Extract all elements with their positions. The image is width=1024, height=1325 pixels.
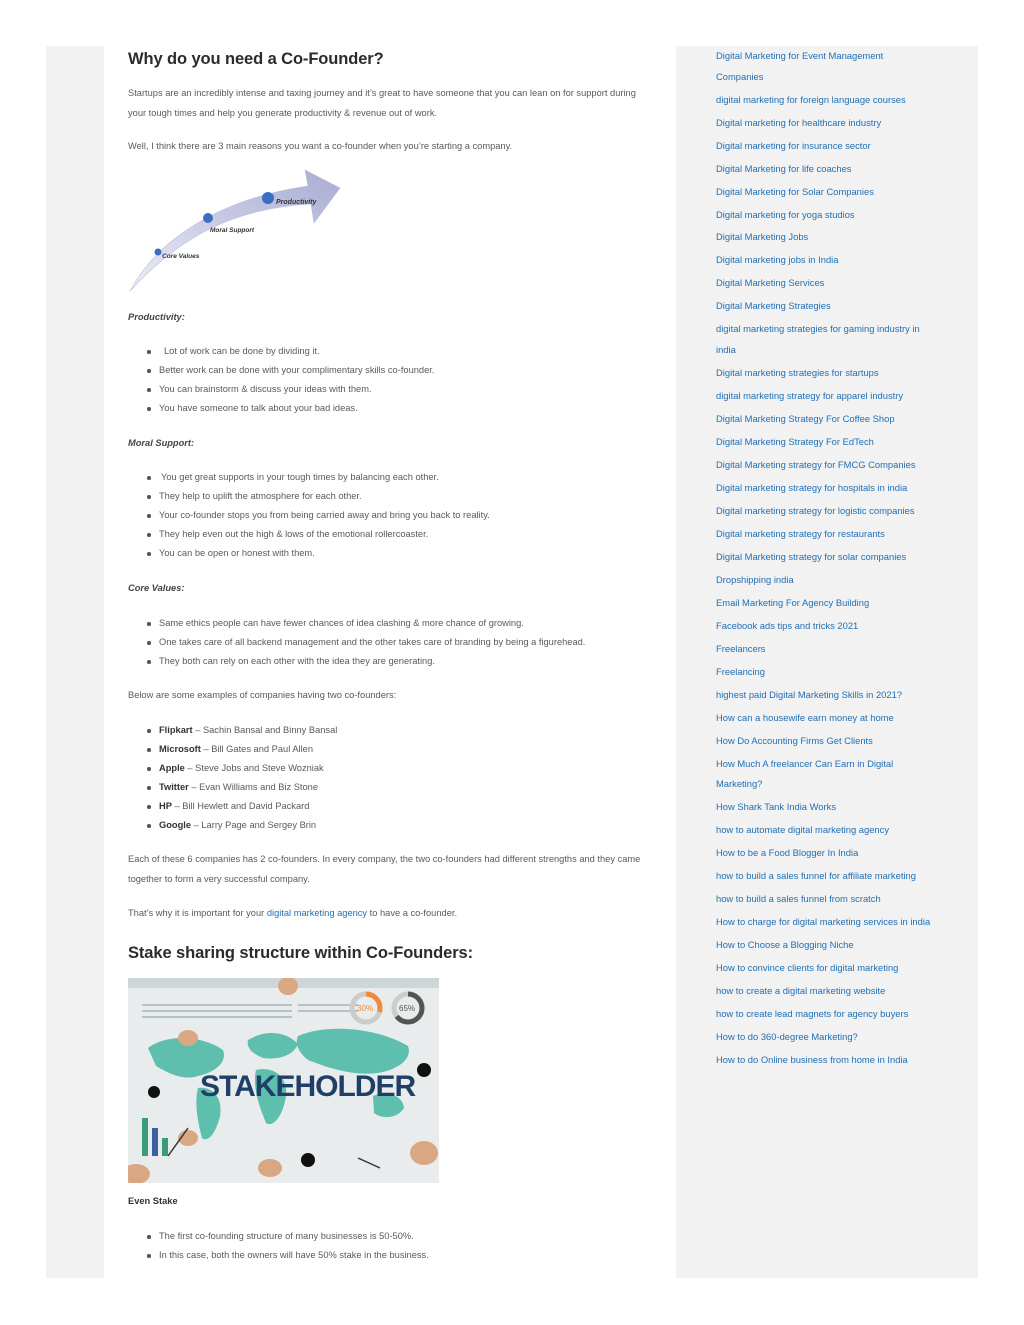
sidebar-link[interactable]: Digital Marketing strategy for solar companies	[716, 550, 907, 562]
list-item: The first co-founding structure of many businesses is 50-50%.	[128, 1227, 648, 1246]
sidebar-link-item	[716, 912, 931, 933]
sidebar-link-item	[716, 889, 931, 910]
sidebar-link-item	[716, 797, 931, 818]
company-founders: – Larry Page and Sergey Brin	[193, 820, 317, 830]
sidebar-link[interactable]: Digital marketing for insurance sector	[716, 139, 871, 151]
productivity-dot-icon	[262, 192, 274, 204]
arrow-label-core-values: Core Values	[162, 253, 200, 260]
sidebar-link[interactable]: Email Marketing For Agency Building	[716, 596, 870, 608]
sidebar-link[interactable]: digital marketing for foreign language courses	[716, 93, 906, 105]
sidebar-link-item	[716, 113, 931, 134]
sidebar-link[interactable]: Digital marketing jobs in India	[716, 254, 839, 266]
sidebar-link-item	[716, 866, 931, 887]
sidebar-link-item	[716, 273, 931, 294]
sidebar-link-item	[716, 616, 931, 637]
sidebar-link[interactable]: Digital Marketing for Solar Companies	[716, 185, 874, 197]
sidebar-link-item	[716, 227, 931, 248]
sidebar-link-item	[716, 363, 931, 384]
sidebar-link-item	[716, 501, 931, 522]
importance-paragraph	[128, 904, 648, 924]
sidebar-link[interactable]: highest paid Digital Marketing Skills in 2021?	[716, 688, 903, 700]
sidebar-link[interactable]: Digital Marketing Services	[716, 277, 825, 289]
moral-support-dot-icon	[203, 213, 213, 223]
sidebar-link[interactable]: Digital Marketing Strategy For EdTech	[716, 435, 874, 447]
sidebar-link[interactable]: Digital Marketing Jobs	[716, 231, 809, 243]
list-item	[128, 816, 648, 835]
list-item	[128, 721, 648, 740]
sidebar-link-item	[716, 593, 931, 614]
sidebar-link[interactable]: Digital marketing strategy for restaurants	[716, 527, 885, 539]
intro-paragraph: Startups are an incredibly intense and taxing journey and it’s great to have someone that you can lean on for support during your tough times and help you generate productivity & revenue out of work.	[128, 88, 636, 118]
sidebar-link-item	[716, 432, 931, 453]
list-item: Better work can be done with your complimentary skills co-founder.	[128, 361, 648, 380]
sidebar-link-item	[716, 205, 931, 226]
sidebar-link-item	[716, 547, 931, 568]
sidebar-link[interactable]: How Shark Tank India Works	[716, 801, 837, 813]
list-item	[128, 759, 648, 778]
sidebar-link[interactable]: Digital marketing for healthcare industry	[716, 116, 882, 128]
sidebar-link[interactable]: how to create a digital marketing website	[716, 985, 886, 997]
core-values-label: Core Values:	[128, 583, 185, 593]
list-item: Same ethics people can have fewer chances of idea clashing & more chance of growing.	[128, 614, 648, 633]
list-item: Your co-founder stops you from being carried away and bring you back to reality.	[128, 506, 648, 525]
company-name: Flipkart	[159, 725, 193, 735]
companies-list	[128, 721, 648, 835]
moral-support-list	[128, 468, 648, 563]
sidebar-link[interactable]: How to be a Food Blogger In India	[716, 847, 859, 859]
sidebar-link-item	[716, 386, 931, 407]
sidebar-link[interactable]: Digital marketing strategy for hospitals in india	[716, 481, 908, 493]
sidebar-link-item	[716, 731, 931, 752]
sidebar-link-item	[716, 159, 931, 180]
reasons-paragraph: Well, I think there are 3 main reasons you want a co-founder when you’re starting a company.	[128, 141, 513, 151]
sidebar-link-item	[716, 478, 931, 499]
sidebar-link[interactable]: Freelancing	[716, 665, 765, 677]
cofounder-heading: Why do you need a Co-Founder?	[128, 50, 384, 68]
sidebar-link-item	[716, 1050, 931, 1071]
left-gutter	[46, 46, 104, 1278]
sidebar-link-item	[716, 935, 931, 956]
sidebar-link-item	[716, 662, 931, 683]
sidebar-link-item	[716, 46, 931, 87]
sidebar-link-item	[716, 820, 931, 841]
core-values-dot-icon	[155, 249, 162, 256]
sidebar-link-item	[716, 639, 931, 660]
sidebar-link[interactable]: digital marketing strategy for apparel industry	[716, 389, 904, 401]
digital-marketing-agency-link[interactable]: digital marketing agency	[266, 908, 368, 918]
donut-label-a: 30%	[357, 1004, 374, 1013]
arrow-label-productivity: Productivity	[276, 199, 317, 206]
company-name: Microsoft	[159, 744, 201, 754]
company-name: Twitter	[159, 782, 189, 792]
sidebar-link[interactable]: How can a housewife earn money at home	[716, 711, 894, 723]
sidebar-link-item	[716, 708, 931, 729]
stakeholder-word: STAKEHOLDER	[200, 1070, 416, 1103]
list-item: One takes care of all backend management and the other takes care of branding by being a figurehead.	[128, 633, 648, 652]
list-item: They both can rely on each other with the idea they are generating.	[128, 652, 648, 671]
sidebar-link[interactable]: Digital Marketing Strategies	[716, 300, 831, 312]
sidebar-link-item	[716, 90, 931, 111]
sidebar-link-item	[716, 754, 931, 795]
list-item	[128, 740, 648, 759]
sidebar-link-item	[716, 136, 931, 157]
sidebar-link[interactable]: how to build a sales funnel for affiliate marketing	[716, 870, 916, 882]
sidebar-link[interactable]: how to automate digital marketing agency	[716, 824, 890, 836]
sidebar-link-item	[716, 455, 931, 476]
company-founders: – Sachin Bansal and Binny Bansal	[195, 725, 338, 735]
sidebar-link[interactable]: Digital Marketing Strategy For Coffee Shop	[716, 412, 895, 424]
sidebar-categories	[716, 46, 931, 1073]
sidebar-link[interactable]: Digital marketing strategies for startups	[716, 367, 879, 378]
list-item: You get great supports in your tough times by balancing each other.	[128, 468, 648, 487]
company-name: Google	[159, 820, 192, 830]
sidebar-link[interactable]: Digital marketing strategy for logistic companies	[716, 504, 915, 516]
sidebar-link[interactable]: Digital Marketing for Event Management Companies	[716, 50, 884, 82]
sidebar-link-item	[716, 296, 931, 317]
stakeholder-image	[128, 978, 439, 1183]
stake-heading: Stake sharing structure within Co-Founders:	[128, 944, 473, 962]
list-item	[128, 797, 648, 816]
sidebar-link[interactable]: How to charge for digital marketing services in india	[716, 916, 931, 928]
core-values-list	[128, 614, 648, 671]
importance-text-before: That’s why it is important for your	[128, 908, 267, 918]
moral-support-label: Moral Support:	[128, 438, 195, 448]
sidebar-link-item	[716, 685, 931, 706]
company-founders: – Steve Jobs and Steve Wozniak	[187, 763, 324, 773]
company-name: HP	[159, 801, 172, 811]
even-stake-label: Even Stake	[128, 1196, 178, 1206]
sidebar-link[interactable]: Dropshipping india	[716, 573, 794, 585]
arrow-label-moral-support: Moral Support	[210, 227, 255, 234]
sidebar-link[interactable]: How to do Online business from home in India	[716, 1054, 908, 1066]
sidebar-link[interactable]: Freelancers	[716, 642, 766, 654]
sidebar-link-item	[716, 409, 931, 430]
sidebar-link[interactable]: How to convince clients for digital marketing	[716, 962, 899, 974]
even-stake-list	[128, 1227, 648, 1265]
companies-summary: Each of these 6 companies has 2 co-founders. In every company, the two co-founders had different strengths and they came together to form a very successful company.	[128, 854, 641, 884]
sidebar-link-item	[716, 843, 931, 864]
sidebar-link[interactable]: how to create lead magnets for agency buyers	[716, 1008, 909, 1020]
cofounder-arrow-graphic	[128, 158, 343, 293]
sidebar-link-item	[716, 981, 931, 1002]
company-name: Apple	[159, 763, 185, 773]
list-item: They help even out the high & lows of the emotional rollercoaster.	[128, 525, 648, 544]
donut-label-b: 65%	[399, 1004, 416, 1013]
list-item: You can brainstorm & discuss your ideas with them.	[128, 380, 648, 399]
sidebar-link[interactable]: Digital Marketing for life coaches	[716, 162, 852, 174]
productivity-label: Productivity:	[128, 312, 185, 322]
sidebar-link-item	[716, 1004, 931, 1025]
list-item: You can be open or honest with them.	[128, 544, 648, 563]
sidebar-link[interactable]: Digital marketing for yoga studios	[716, 208, 855, 220]
sidebar-link[interactable]: How Do Accounting Firms Get Clients	[716, 734, 873, 746]
list-item: In this case, both the owners will have 50% stake in the business.	[128, 1246, 648, 1265]
sidebar-link-item	[716, 182, 931, 203]
sidebar-link[interactable]: digital marketing strategies for gaming industry in india	[716, 323, 920, 356]
list-item: Lot of work can be done by dividing it.	[128, 342, 648, 361]
company-founders: – Bill Gates and Paul Allen	[203, 744, 314, 754]
sidebar-link-item	[716, 570, 931, 591]
examples-intro: Below are some examples of companies having two co-founders:	[128, 690, 397, 700]
company-founders: – Evan Williams and Biz Stone	[191, 782, 318, 792]
sidebar-link-item	[716, 524, 931, 545]
sidebar-link[interactable]: how to build a sales funnel from scratch	[716, 893, 881, 905]
sidebar-link[interactable]: How Much A freelancer Can Earn in Digital Marketing?	[716, 757, 894, 790]
sidebar-link-item	[716, 958, 931, 979]
company-founders: – Bill Hewlett and David Packard	[174, 801, 310, 811]
list-item: They help to uplift the atmosphere for each other.	[128, 487, 648, 506]
sidebar-link-item	[716, 250, 931, 271]
list-item	[128, 778, 648, 797]
importance-text-after: to have a co-founder.	[367, 908, 458, 918]
list-item: You have someone to talk about your bad ideas.	[128, 399, 648, 418]
sidebar-link[interactable]: Facebook ads tips and tricks 2021	[716, 619, 859, 631]
productivity-list	[128, 342, 648, 418]
sidebar-link-item	[716, 1027, 931, 1048]
sidebar-link[interactable]: How to Choose a Blogging Niche	[716, 939, 854, 951]
sidebar-link[interactable]: Digital Marketing strategy for FMCG Companies	[716, 458, 916, 470]
sidebar-link[interactable]: How to do 360-degree Marketing?	[716, 1031, 858, 1043]
sidebar-link-item	[716, 319, 931, 360]
